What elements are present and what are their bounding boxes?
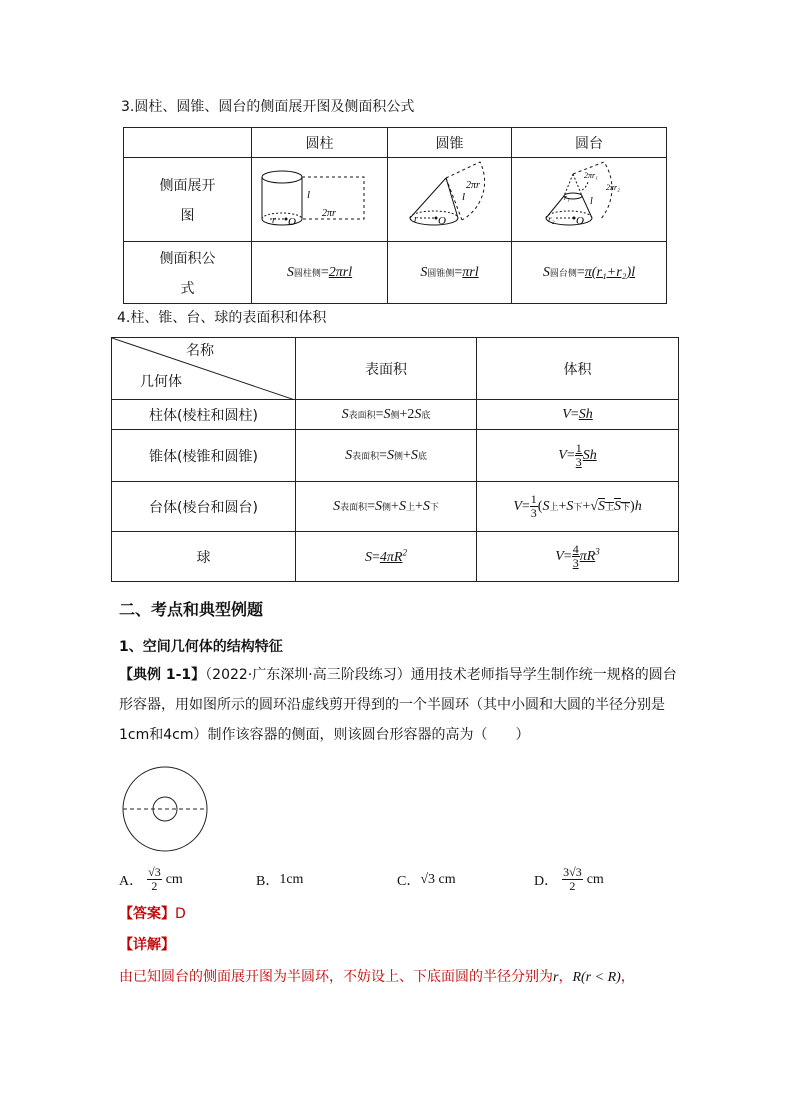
sphere-surface-formula: $S=4\pi R^2$ <box>365 547 407 565</box>
cone-r-label: r <box>413 213 418 225</box>
detail-var-R: R(r < R) <box>572 970 621 985</box>
cone-unfold-cell <box>388 158 512 242</box>
detail-tag: 【详解】 <box>119 937 175 953</box>
example-tag: 【典例 1-1】 <box>119 667 206 683</box>
frustum-surface-cell <box>296 482 477 532</box>
cylinder-unfold-cell <box>252 158 388 242</box>
choice-c[interactable]: C． √3 cm <box>397 872 456 889</box>
frustum-arc2-label: 2πr₂ <box>606 182 620 192</box>
example-paragraph <box>119 660 679 750</box>
detail-var-r: r <box>553 970 559 985</box>
ring-figure <box>121 765 209 853</box>
choice-a[interactable]: A． $\frac{√3}{2}$ cm <box>119 865 183 893</box>
prism-surface-cell <box>296 400 477 430</box>
section4-heading: 4.柱、锥、台、球的表面积和体积 <box>117 310 327 326</box>
area-volume-table <box>111 337 679 582</box>
prism-volume-cell <box>477 400 679 430</box>
row-label-unfold <box>124 158 252 242</box>
section3-heading: 3.圆柱、圆锥、圆台的侧面展开图及侧面积公式 <box>121 99 415 115</box>
row-label-formula <box>124 242 252 304</box>
pyramid-volume-formula: V= $\frac{1}{3}$ Sh <box>558 441 597 469</box>
pyramid-surface-cell <box>296 430 477 482</box>
cylinder-o-label: O <box>287 215 296 228</box>
cone-unfold-diagram <box>400 160 500 236</box>
frustum-o-label: O <box>576 214 584 227</box>
answer-value: D <box>175 906 186 922</box>
cylinder-unfold-diagram <box>260 165 380 231</box>
detail-end: ， <box>620 969 635 985</box>
frustum-surface-formula: S表面积=S侧+S上+S下 <box>333 499 439 514</box>
prism-surface-formula: S表面积=S侧+2S底 <box>341 407 431 422</box>
row-label-line1: 侧面积公 <box>159 250 216 267</box>
frustum-r1-label: r₁ <box>564 192 570 202</box>
frustum-unfold-cell <box>512 158 667 242</box>
answer-line <box>119 903 186 923</box>
row-name-prism: 柱体(棱柱和圆柱) <box>112 400 296 430</box>
prism-volume-formula: V=Sh <box>562 407 593 422</box>
detail-text <box>119 966 635 986</box>
row-label-line2: 图 <box>180 207 195 224</box>
frustum-l-label: l <box>590 195 593 207</box>
header-cylinder: 圆柱 <box>252 128 388 158</box>
cone-l-label: l <box>461 190 465 203</box>
frustum-volume-formula: V= $\frac{1}{3}$ (S上+S下+√S上S下)h <box>513 492 642 520</box>
row-label-line2: 式 <box>180 280 195 297</box>
cylinder-l-label: l <box>306 188 310 201</box>
row-name-frustum: 台体(棱台和圆台) <box>112 482 296 532</box>
header-frustum: 圆台 <box>512 128 667 158</box>
header-cone: 圆锥 <box>388 128 512 158</box>
corner-bottom-label: 几何体 <box>140 374 182 390</box>
empty-cell <box>124 128 252 158</box>
sphere-surface-cell <box>296 532 477 582</box>
frustum-unfold-diagram <box>534 160 644 236</box>
section-title: 二、考点和典型例题 <box>119 600 264 619</box>
frustum-formula-cell <box>512 242 667 304</box>
cylinder-arc-label: 2πr <box>321 207 336 219</box>
example-text: （2022·广东深圳·高三阶段练习）通用技术老师指导学生制作统一规格的圆台形容器，用如图所示的圆环沿虚线剪开得到的一个半圆环（其中小圆和大圆的半径分别是1cm和4cm）制作该容器的侧面，则该圆台形容器的高为（ ） <box>119 667 677 743</box>
sphere-volume-cell <box>477 532 679 582</box>
frustum-r2-label: r₂ <box>548 213 555 224</box>
header-volume: 体积 <box>477 338 679 400</box>
answer-tag: 【答案】 <box>119 906 175 922</box>
cone-formula-cell <box>388 242 512 304</box>
cone-lateral-formula: S圆锥侧=πrl <box>420 265 479 280</box>
choice-d[interactable]: D． $\frac{3√3}{2}$ cm <box>534 865 604 893</box>
header-surface: 表面积 <box>296 338 477 400</box>
row-name-sphere: 球 <box>112 532 296 582</box>
cone-arc-label: 2πr <box>465 179 480 191</box>
subsection-title: 1、空间几何体的结构特征 <box>119 639 283 655</box>
corner-top-label: 名称 <box>186 343 214 359</box>
frustum-arc1-label: 2πr₁ <box>584 170 598 180</box>
cone-o-label: O <box>437 214 446 227</box>
cylinder-lateral-formula: S圆柱侧=2πrl <box>286 265 353 280</box>
cylinder-formula-cell <box>252 242 388 304</box>
frustum-volume-cell <box>477 482 679 532</box>
lateral-area-table <box>123 127 667 304</box>
row-name-pyramid: 锥体(棱锥和圆锥) <box>112 430 296 482</box>
choice-b[interactable]: B． 1cm <box>256 872 304 889</box>
row-label-line1: 侧面展开 <box>159 177 216 194</box>
detail-sep: ， <box>558 969 573 985</box>
corner-cell <box>112 338 296 400</box>
pyramid-surface-formula: S表面积=S侧+S底 <box>345 448 427 463</box>
cylinder-r-label: r <box>271 214 276 226</box>
detail-sentence: 由已知圆台的侧面展开图为半圆环，不妨设上、下底面圆的半径分别为 <box>119 969 553 985</box>
pyramid-volume-cell <box>477 430 679 482</box>
frustum-lateral-formula: S圆台侧=π(r₁+r₂)l <box>542 265 636 280</box>
sphere-volume-formula: V= $\frac{4}{3}$ $\pi R^3$ <box>555 542 600 570</box>
